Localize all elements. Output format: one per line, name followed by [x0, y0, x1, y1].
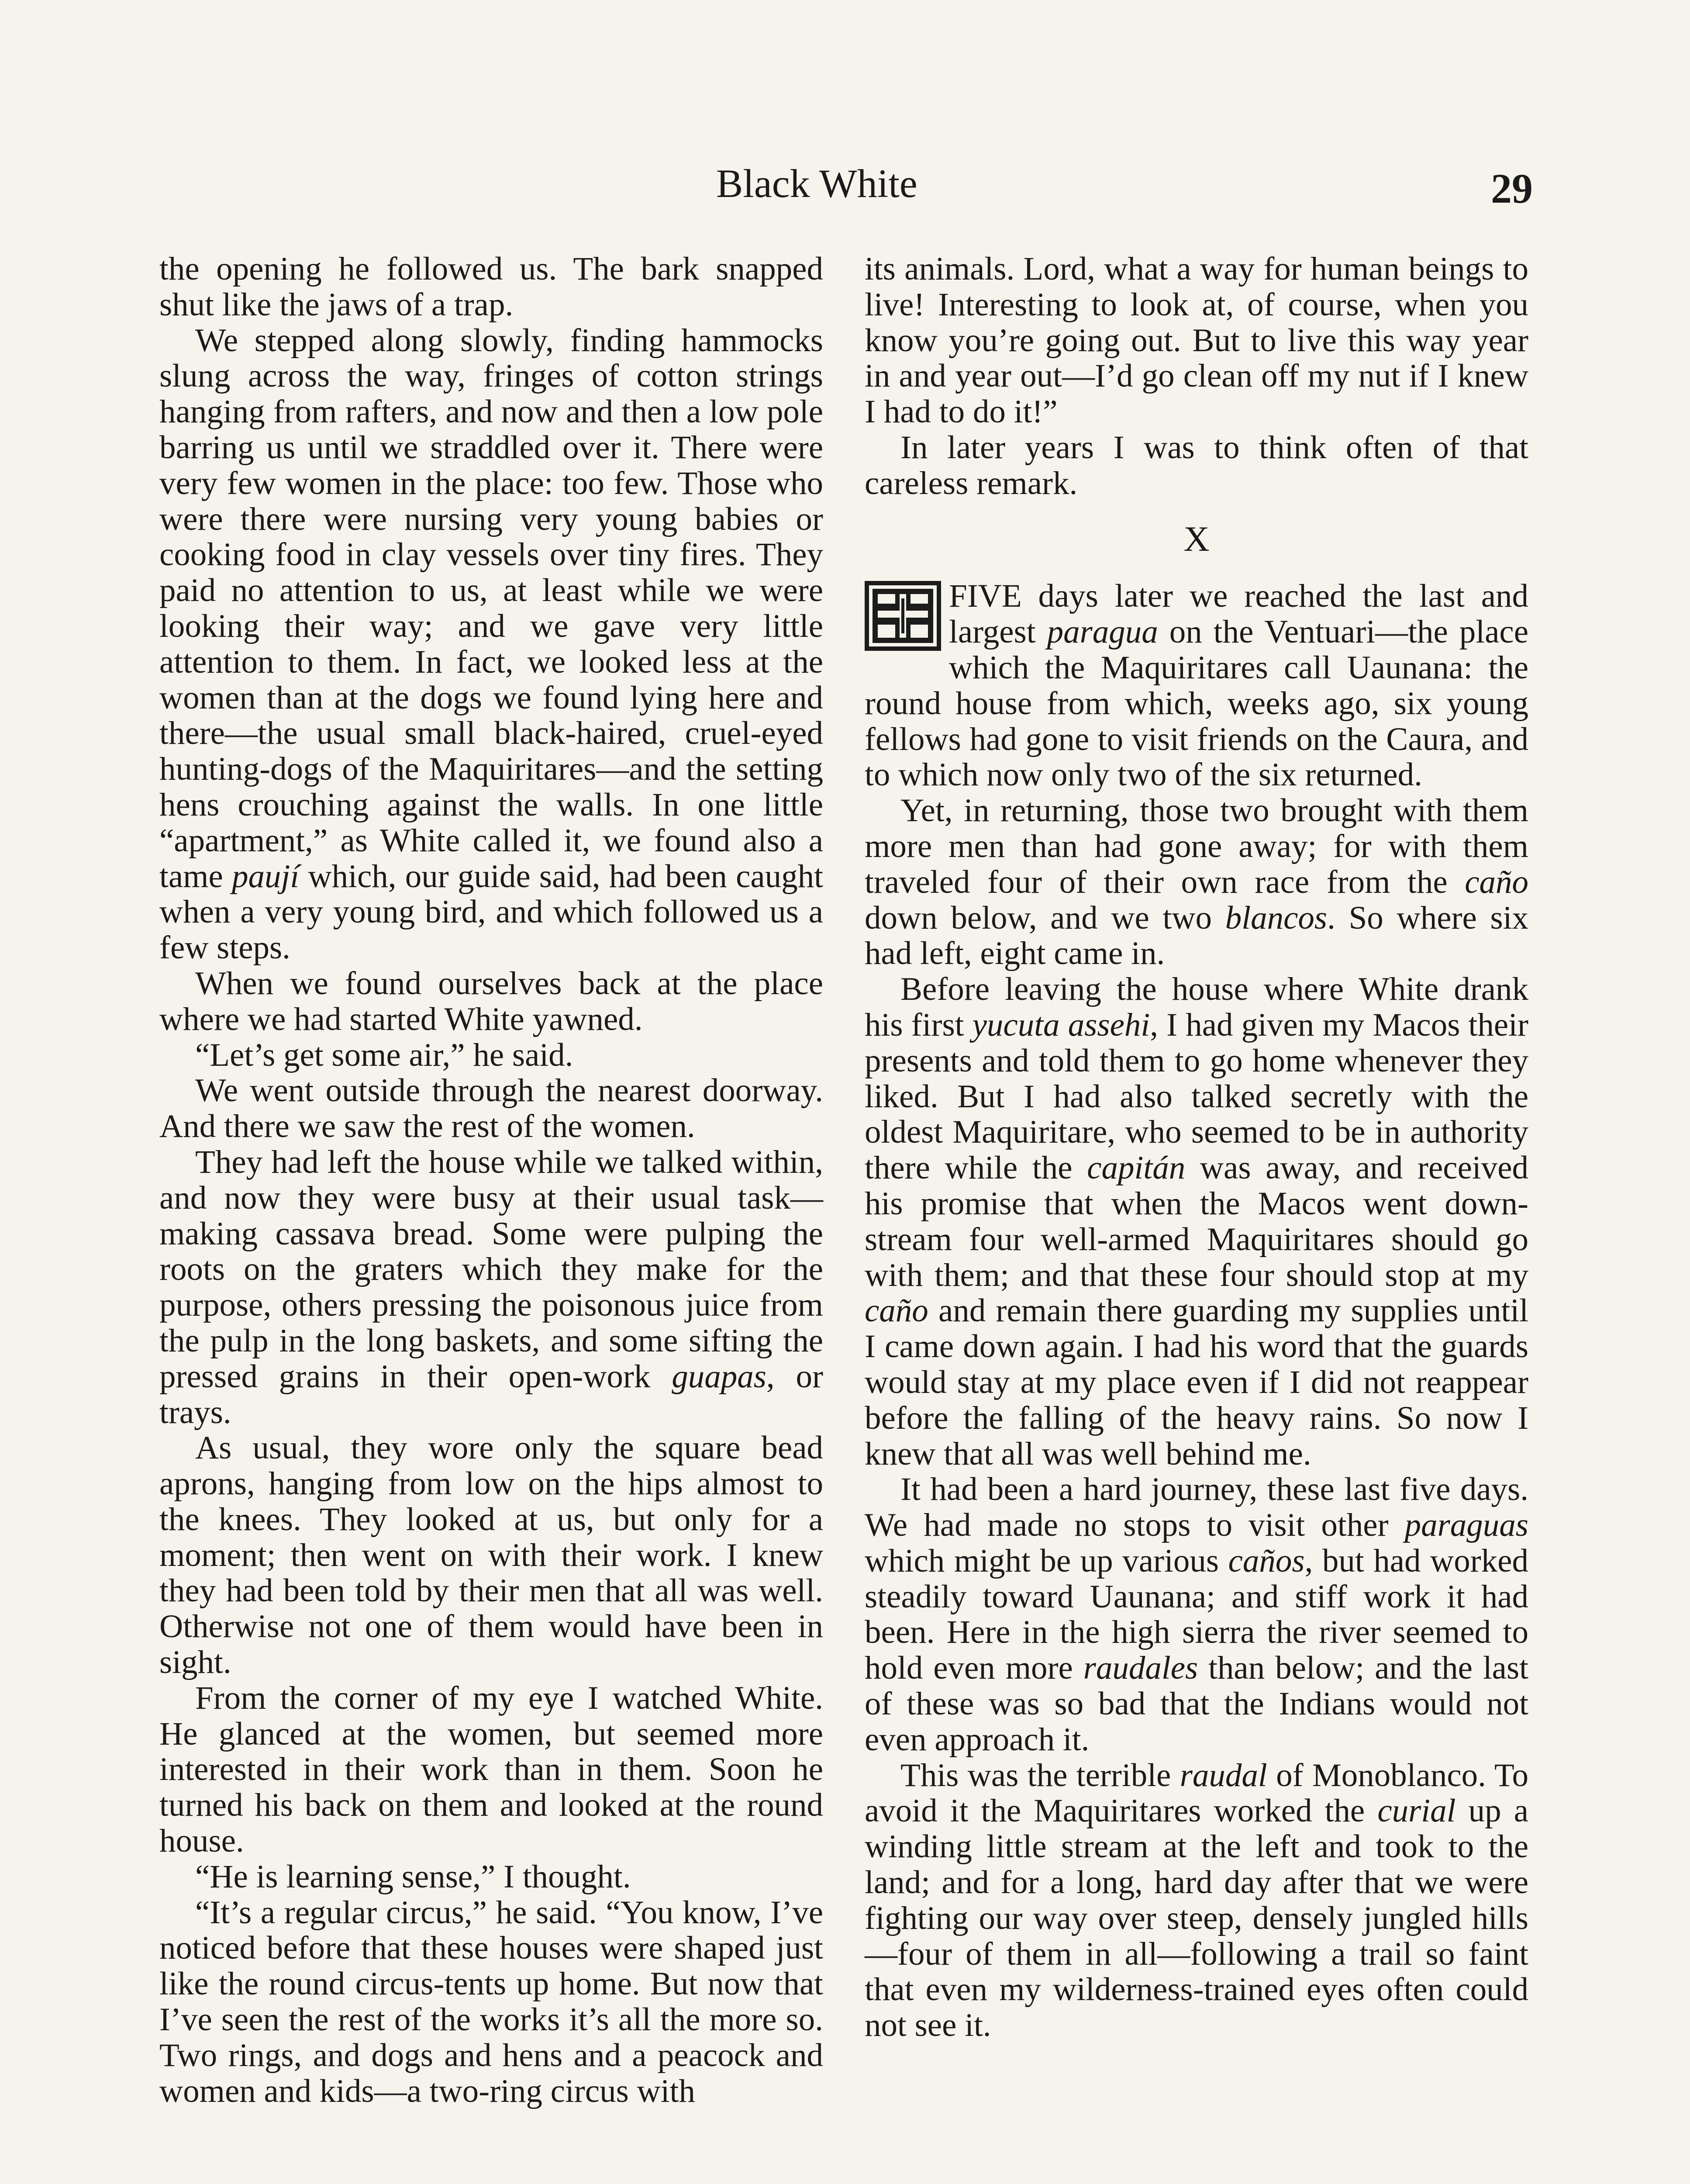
paragraph: Yet, in returning, those two brought with them more men than had gone away; for with them traveled four of their own race from the caño down below, and we two blancos. So where six had left, eight came in. — [865, 792, 1529, 972]
paragraph: When we found ourselves back at the place where we had started White yawned. — [159, 965, 823, 1037]
paragraph: We stepped along slowly, finding hammocks slung across the way, fringes of cotton strings hanging from rafters, and now and then a low pole barring us until we straddled over it. There were very few women in the place: too few. Those who were there were nursing very young babies or cooking food in clay vessels over tiny fires. They paid no attention to us, at least while we were looking their way; and we gave very little attention to them. In fact, we looked less at the women than at the dogs we found lying here and there—the usual small black-haired, cruel-eyed hunting-dogs of the Maquiritares—and the setting hens crouching against the walls. In one little “apartment,” as White called it, we found also a tame paují which, our guide said, had been caught when a very young bird, and which followed us a few steps. — [159, 322, 824, 966]
page-number: 29 — [1491, 165, 1533, 212]
paragraph: From the corner of my eye I watched White. He glanced at the women, but seemed more interested in their work than in them. Soon he turned his back on them and looked at the round house. — [159, 1679, 823, 1859]
paragraph: As usual, they wore only the square bead aprons, hanging from low on the hips almost to the knees. They looked at us, but only for a moment; then went on with their work. I knew they had been told by their men that all was well. Otherwise not one of them would have been in sight. — [159, 1430, 823, 1681]
paragraph: This was the terrible raudal of Monoblanco. To avoid it the Maquiritares worked the curial up a winding little stream at the left and took to the land; and for a long, hard day after that we were fighting our way over steep, densely jungled hills—four of them in all—following a trail so faint that even my wilderness-trained eyes often could not see it. — [865, 1757, 1528, 2044]
paragraph: It had been a hard journey, these last five days. We had made no stops to visit other paraguas which might be up various caños, but had worked steadily toward Uaunana; and stiff work it had been. Here in the high sierra the river seemed to hold even more raudales than below; and the last of these was so bad that the Indians would not even approach it. — [865, 1471, 1528, 1758]
left-column — [159, 251, 823, 2109]
paragraph: FIVE days later we reached the last and largest paragua on the Ventuari—the place which the Maquiritares call Uaunana: the round house from which, weeks ago, six young fellows had gone to visit friends on the Caura, and to which now only two of the six returned. — [865, 578, 1528, 793]
paragraph: Before leaving the house where White drank his first yucuta assehi, I had given my Macos their presents and told them to go home whenever they liked. But I had also talked secretly with the oldest Maquiritare, who seemed to be in authority there while the capitán was away, and received his promise that when the Macos went down-stream four well-armed Maquiritares should go with them; and that these four should stop at my caño and remain there guarding my supplies until I came down again. I had his word that the guards would stay at my place even if I did not reappear before the falling of the heavy rains. So now I knew that all was well behind me. — [865, 971, 1528, 1472]
paragraph: In later years I was to think often of that careless remark. — [865, 429, 1528, 501]
paragraph: “It’s a regular circus,” he said. “You know, I’ve noticed before that these houses were shaped just like the round circus-tents up home. But now that I’ve seen the rest of the works it’s all the more so. Two rings, and dogs and hens and a peacock and women and kids—a two-ring circus with — [159, 1894, 823, 2109]
chapter-opening — [865, 578, 1528, 793]
paragraph: the opening he followed us. The bark snapped shut like the jaws of a trap. — [159, 251, 823, 323]
paragraph: its animals. Lord, what a way for human beings to live! Interesting to look at, of course, when you know you’re going out. But to live this way year in and year out—I’d go clean off my nut if I knew I had to do it!” — [865, 251, 1528, 430]
paragraph: “He is learning sense,” I thought. — [195, 1858, 631, 1895]
running-title: Black White — [716, 161, 917, 206]
right-column — [865, 251, 1528, 2043]
ornamental-initial-icon — [865, 581, 941, 651]
paragraph: We went outside through the nearest doorway. And there we saw the rest of the women. — [159, 1072, 823, 1145]
paragraph: They had left the house while we talked within, and now they were busy at their usual task—making cassava bread. Some were pulping the roots on the graters which they make for the purpose, others pressing the poisonous juice from the pulp in the long baskets, and some sifting the pressed grains in their open-work guapas, or trays. — [159, 1144, 823, 1431]
section-heading: X — [1183, 518, 1210, 559]
paragraph: “Let’s get some air,” he said. — [195, 1037, 573, 1073]
